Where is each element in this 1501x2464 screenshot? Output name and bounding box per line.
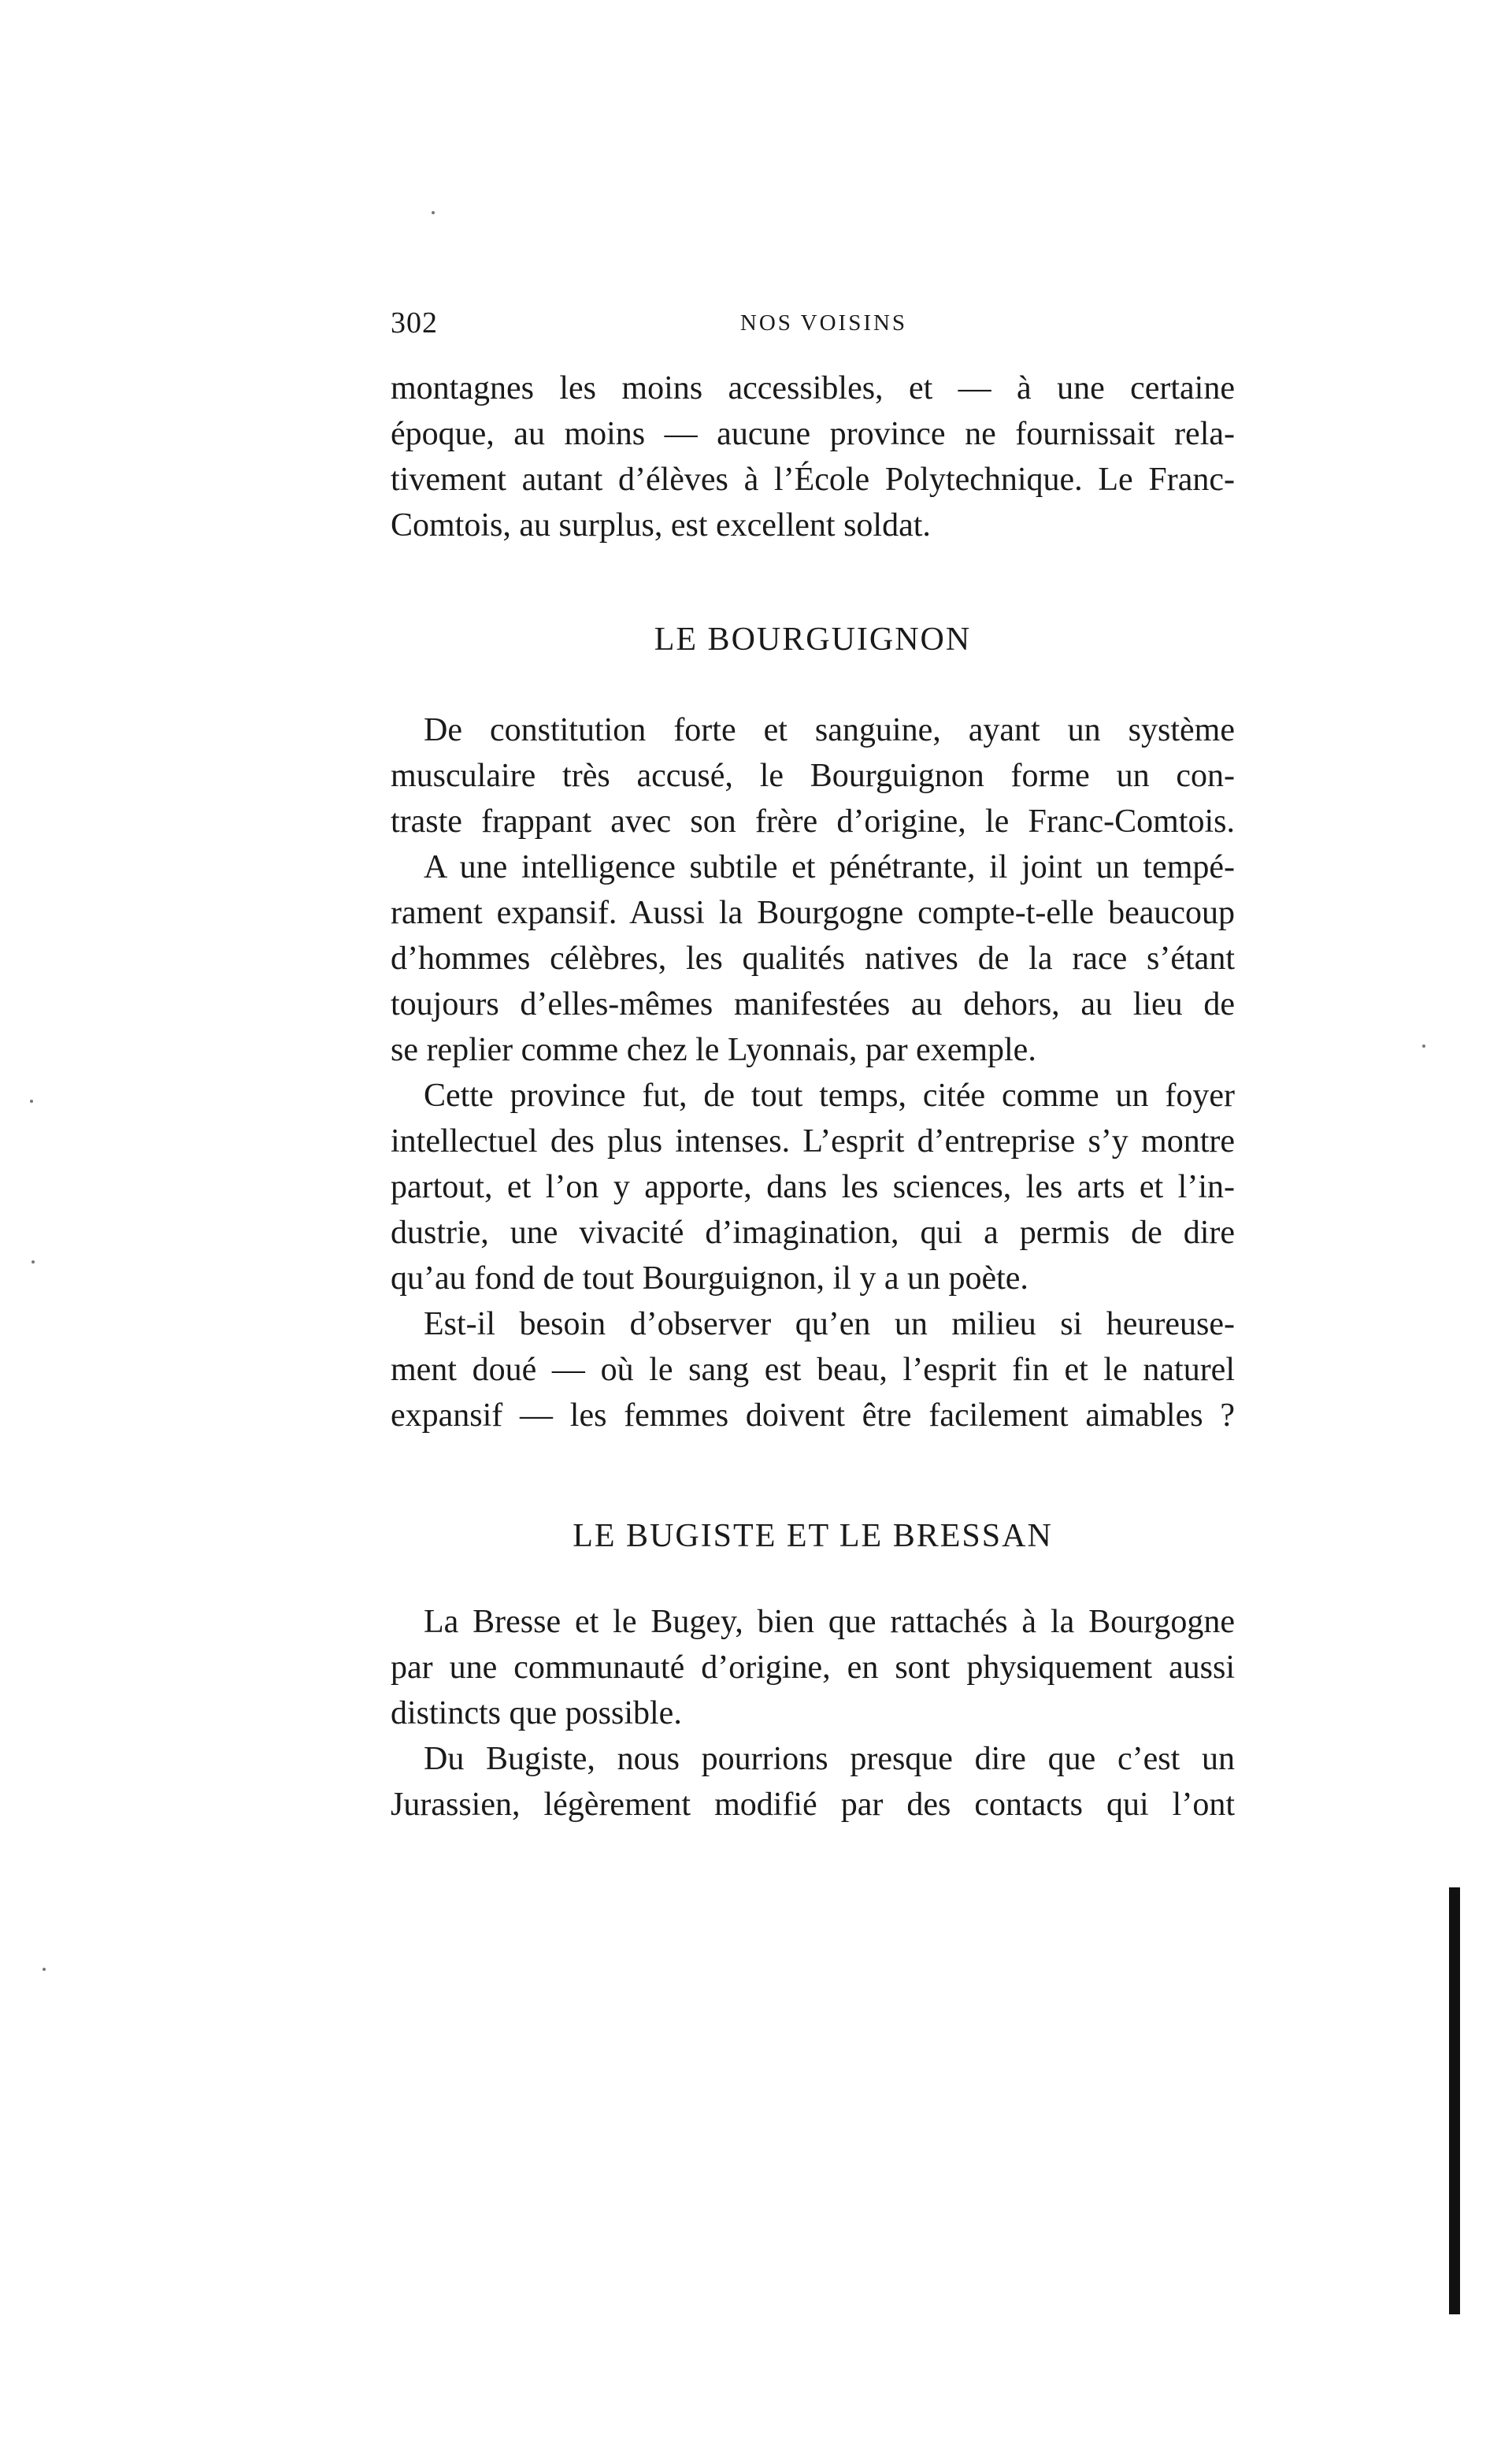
bourguignon-paragraph-3	[391, 1073, 1235, 1301]
text-line: se replier comme chez le Lyonnais, par exemple.	[391, 1032, 1036, 1068]
text-line: époque, au moins — aucune province ne fournissait rela-	[391, 416, 1235, 452]
text-line: d’hommes célèbres, les qualités natives de la race s’étant	[391, 941, 1235, 977]
text-line: distincts que possible.	[391, 1695, 682, 1731]
text-line: Cette province fut, de tout temps, citée comme un foyer	[424, 1078, 1235, 1114]
text-line: Comtois, au surplus, est excellent soldat.	[391, 507, 931, 544]
bourguignon-paragraph-4	[391, 1301, 1235, 1438]
bourguignon-paragraph-1	[391, 707, 1235, 844]
scan-speck	[432, 211, 435, 214]
text-line: Est-il besoin d’observer qu’en un milieu si heureuse-	[424, 1306, 1235, 1342]
text-line: intellectuel des plus intenses. L’esprit d’entreprise s’y montre	[391, 1123, 1235, 1160]
section-heading-bourguignon: LE BOURGUIGNON	[654, 622, 972, 658]
page-number: 302	[391, 306, 438, 340]
text-line: qu’au fond de tout Bourguignon, il y a un poète.	[391, 1260, 1028, 1297]
text-line: tivement autant d’élèves à l’École Polytechnique. Le Franc-	[391, 462, 1235, 498]
text-line: A une intelligence subtile et pénétrante, il joint un tempé-	[424, 849, 1235, 885]
text-line: De constitution forte et sanguine, ayant un système	[424, 712, 1235, 748]
scan-speck	[32, 1260, 35, 1264]
running-head	[391, 306, 1233, 345]
section-heading-bugiste: LE BUGISTE ET LE BRESSAN	[573, 1518, 1053, 1554]
scan-speck	[43, 1968, 46, 1971]
scan-speck	[1422, 1045, 1425, 1048]
text-line: toujours d’elles-mêmes manifestées au dehors, au lieu de	[391, 986, 1235, 1022]
bourguignon-paragraph-2	[391, 844, 1235, 1073]
text-line: montagnes les moins accessibles, et — à une certaine	[391, 370, 1235, 406]
text-line: traste frappant avec son frère d’origine, le Franc-Comtois.	[391, 803, 1235, 840]
text-line: La Bresse et le Bugey, bien que rattachés à la Bourgogne	[424, 1604, 1235, 1640]
text-line: dustrie, une vivacité d’imagination, qui a permis de dire	[391, 1215, 1235, 1251]
text-line: partout, et l’on y apporte, dans les sciences, les arts et l’in-	[391, 1169, 1235, 1205]
scan-speck	[30, 1100, 33, 1103]
continuation-paragraph	[391, 366, 1235, 548]
bugiste-paragraph-2	[391, 1736, 1235, 1828]
scan-edge-mark	[1449, 1887, 1460, 2314]
text-line: musculaire très accusé, le Bourguignon forme un con-	[391, 758, 1235, 794]
text-line: ment doué — où le sang est beau, l’esprit fin et le naturel	[391, 1352, 1235, 1388]
text-line: expansif — les femmes doivent être facilement aimables ?	[391, 1397, 1235, 1434]
text-line: par une communauté d’origine, en sont physiquement aussi	[391, 1649, 1235, 1686]
running-title: NOS VOISINS	[739, 310, 908, 336]
bugiste-paragraph-1	[391, 1599, 1235, 1736]
text-line: Du Bugiste, nous pourrions presque dire que c’est un	[424, 1741, 1235, 1777]
text-line: Jurassien, légèrement modifié par des contacts qui l’ont	[391, 1787, 1235, 1823]
text-line: rament expansif. Aussi la Bourgogne compte-t-elle beaucoup	[391, 895, 1235, 931]
